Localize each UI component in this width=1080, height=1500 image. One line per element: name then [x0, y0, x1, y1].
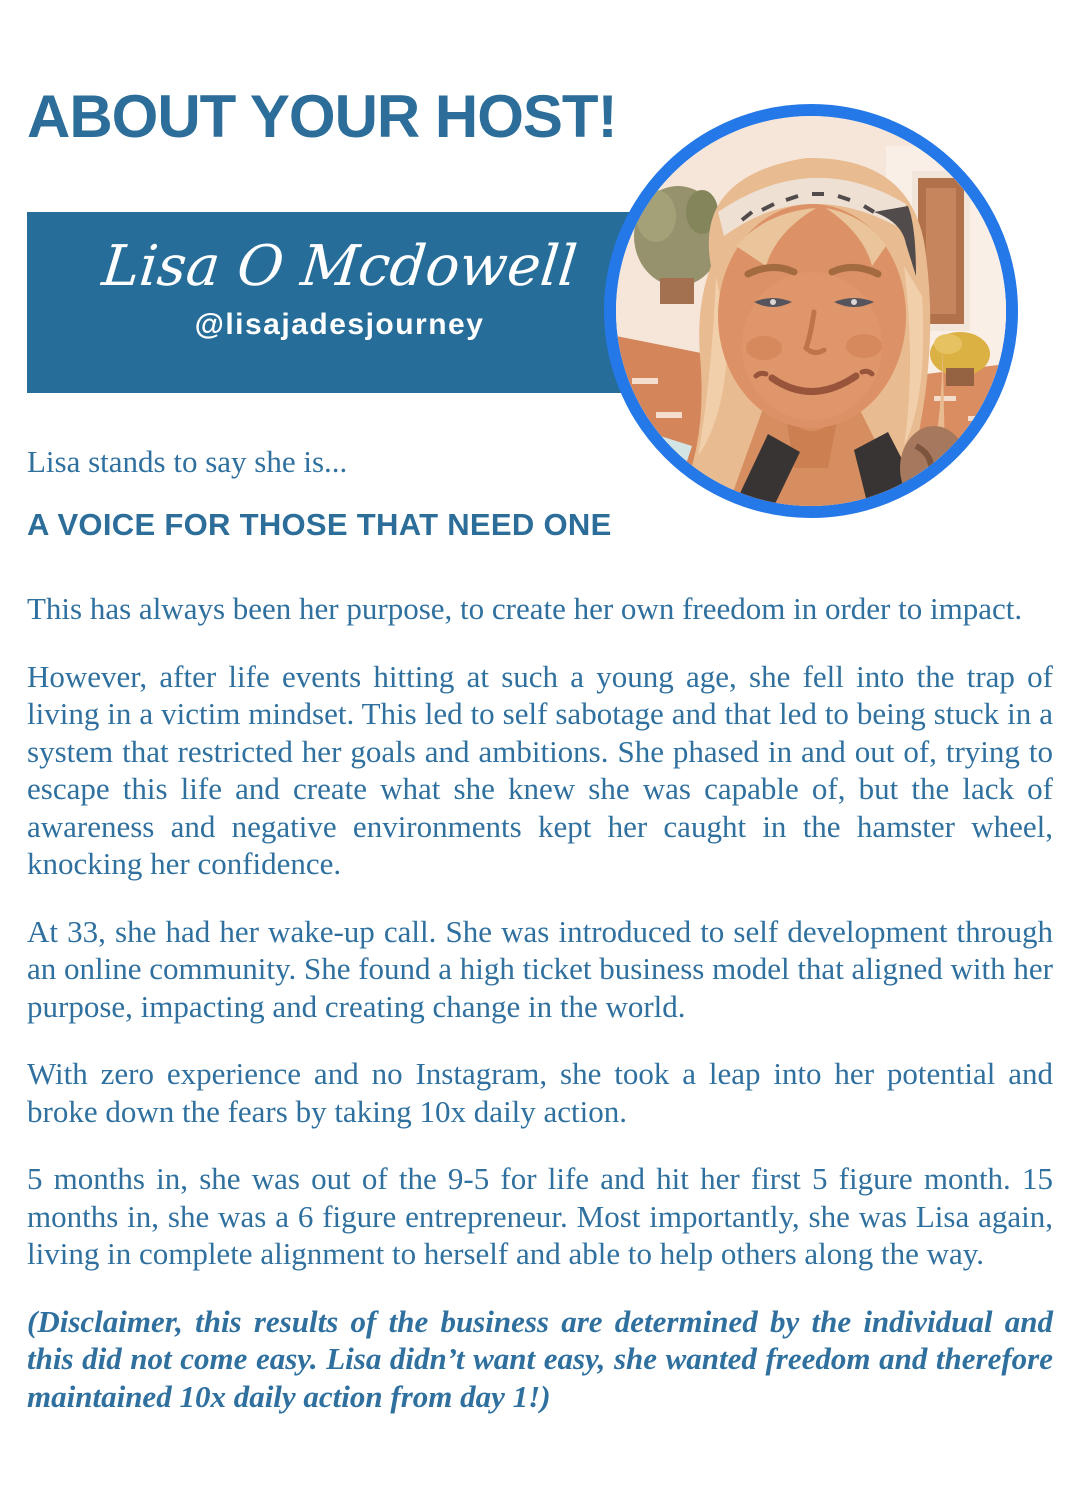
host-instagram-handle: @lisajadesjourney [194, 308, 485, 341]
body-paragraph: At 33, she had her wake-up call. She was introduced to self development through an online community. She found a high ticket business model that aligned with her purpose, impacting and creating change in the world. [27, 913, 1053, 1024]
subheading: A VOICE FOR THOSE THAT NEED ONE [27, 507, 612, 542]
body-paragraph: This has always been her purpose, to create her own freedom in order to impact. [27, 591, 1023, 626]
body-paragraph: However, after life events hitting at such a young age, she fell into the trap of living in a victim mindset. This led to self sabotage and that led to being stuck in a system that restricted her goals and ambitions. She phased in and out of, trying to escape this life and create what she knew she was capable of, but the lack of awareness and negative environments kept her caught in the hamster wheel, knocking her confidence. [27, 658, 1053, 881]
body-paragraph: 5 months in, she was out of the 9-5 for life and hit her first 5 figure month. 15 months in, she was a 6 figure entrepreneur. Most importantly, she was Lisa again, living in complete alignment to herself and able to help others along the way. [27, 1161, 1053, 1271]
disclaimer-paragraph: (Disclaimer, this results of the business are determined by the individual and this did not come easy. Lisa didn’t want easy, she wanted freedom and therefore maintained 10x daily action from day 1!) [27, 1303, 1053, 1414]
host-name-banner-inner [27, 212, 652, 393]
host-name: Lisa O Mcdowell [99, 234, 580, 299]
body-paragraphs [27, 590, 1053, 1415]
intro-line: Lisa stands to say she is... [27, 444, 348, 479]
body-paragraph: With zero experience and no Instagram, she took a leap into her potential and broke down the fears by taking 10x daily action. [27, 1056, 1053, 1129]
page-title: ABOUT YOUR HOST! [27, 83, 617, 150]
content-block [27, 443, 1053, 1445]
